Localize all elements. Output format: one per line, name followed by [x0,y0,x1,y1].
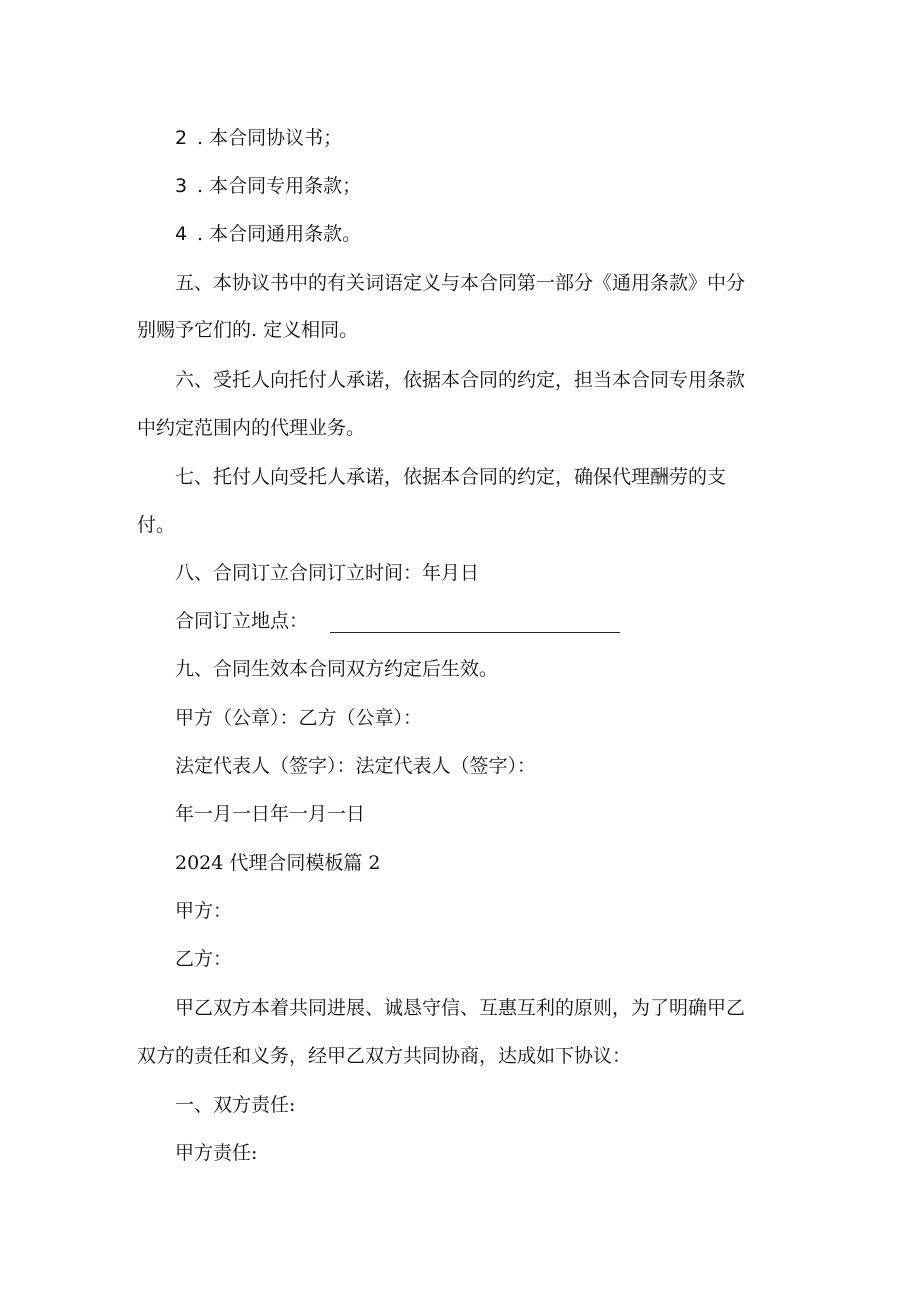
clause-eight: 八、合同订立合同订立时间：年月日 [175,562,480,584]
representatives-line: 法定代表人（签字）：法定代表人（签字）： [175,755,537,777]
party-b-line: 乙方： [175,948,233,970]
parties-seal-line: 甲方（公章）：乙方（公章）： [175,707,423,729]
section-title: 2024 代理合同模板篇 2 [175,852,381,874]
signing-place-blank [330,616,620,633]
signing-place-label: 合同订立地点： [175,610,309,632]
clause-six-line1: 六、受托人向托付人承诺，依据本合同的约定，担当本合同专用条款 [175,369,746,391]
intro-line1: 甲乙双方本着共同进展、诚恳守信、互惠互利的原则，为了明确甲乙 [175,997,746,1019]
party-a-line: 甲方： [175,900,233,922]
list-number: 2 [175,127,188,149]
dates-line: 年一月一日年一月一日 [175,803,366,825]
list-item [175,126,342,150]
list-text: . 本合同专用条款； [197,175,362,197]
list-item [175,222,361,246]
list-number: 4 [175,223,188,245]
party-a-duty-heading: 甲方责任: [175,1142,258,1164]
clause-six-line2: 中约定范围内的代理业务。 [137,417,366,439]
list-number: 3 [175,175,188,197]
list-item [175,174,361,198]
clause-five-line1: 五、本协议书中的有关词语定义与本合同第一部分《通用条款》中分 [175,272,746,294]
clause-seven-line1: 七、托付人向受托人承诺，依据本合同的约定，确保代理酬劳的支 [175,466,727,488]
clause-nine: 九、合同生效本合同双方约定后生效。 [175,658,499,680]
clause-five-line2: 别赐予它们的. 定义相同。 [137,319,359,341]
list-text: . 本合同通用条款。 [197,223,362,245]
signing-place-row [175,609,620,633]
intro-line2: 双方的责任和义务，经甲乙双方共同协商，达成如下协议： [137,1045,632,1067]
clause-seven-line2: 付。 [137,514,176,536]
list-text: . 本合同协议书； [197,127,343,149]
item-one-heading: 一、双方责任: [175,1094,296,1116]
